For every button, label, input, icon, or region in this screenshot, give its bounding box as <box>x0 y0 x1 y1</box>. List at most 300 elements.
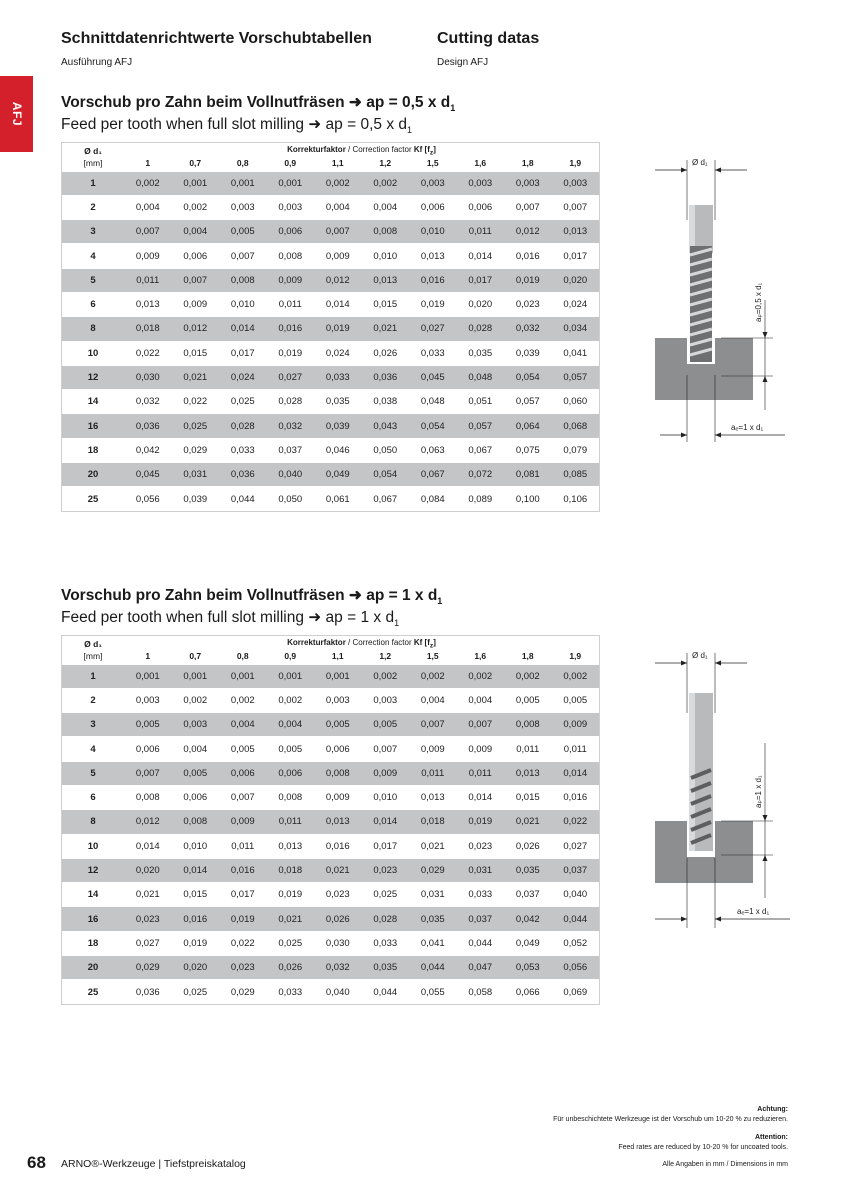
feed-cell: 0,024 <box>314 341 362 365</box>
feed-cell: 0,006 <box>219 761 267 785</box>
feed-cell: 0,025 <box>172 980 220 1004</box>
table-row <box>62 883 599 907</box>
feed-cell: 0,009 <box>362 761 410 785</box>
feed-cell: 0,022 <box>124 341 172 365</box>
feed-cell: 0,035 <box>362 956 410 980</box>
feed-cell: 0,072 <box>457 463 505 487</box>
table2-body <box>62 664 599 1004</box>
feed-cell: 0,003 <box>172 713 220 737</box>
feed-cell: 0,002 <box>172 195 220 219</box>
feed-cell: 0,068 <box>552 414 600 438</box>
feed-cell: 0,013 <box>409 785 457 809</box>
feed-cell: 0,002 <box>362 171 410 195</box>
slot-milling-diagram-2 <box>655 643 790 943</box>
diameter-cell: 12 <box>62 365 124 389</box>
feed-cell: 0,029 <box>172 438 220 462</box>
feed-cell: 0,004 <box>362 195 410 219</box>
feed-cell: 0,033 <box>457 883 505 907</box>
feed-cell: 0,032 <box>504 317 552 341</box>
feed-cell: 0,035 <box>504 858 552 882</box>
correction-factor-header: Korrekturfaktor / Correction factor Kf $[f_z]$ <box>287 638 436 650</box>
feed-cell: 0,040 <box>267 463 315 487</box>
feed-cell: 0,010 <box>362 785 410 809</box>
feed-cell: 0,021 <box>409 834 457 858</box>
table-row <box>62 834 599 858</box>
feed-cell: 0,041 <box>552 341 600 365</box>
feed-cell: 0,013 <box>409 244 457 268</box>
attention-text: Feed rates are reduced by 10-20 % for uncoated tools. <box>618 1144 788 1151</box>
feed-cell: 0,037 <box>552 858 600 882</box>
feed-cell: 0,008 <box>124 785 172 809</box>
feed-cell: 0,049 <box>314 463 362 487</box>
table-row <box>62 390 599 414</box>
feed-cell: 0,044 <box>362 980 410 1004</box>
factor-header: 1,5 <box>426 158 439 169</box>
table-row <box>62 438 599 462</box>
diameter-cell: 8 <box>62 810 124 834</box>
feed-table-1 <box>61 142 600 512</box>
diameter-cell: 4 <box>62 244 124 268</box>
diameter-cell: 16 <box>62 414 124 438</box>
feed-cell: 0,020 <box>172 956 220 980</box>
dia-header: Ø d₁ <box>84 146 102 156</box>
feed-cell: 0,036 <box>219 463 267 487</box>
feed-cell: 0,038 <box>362 390 410 414</box>
feed-cell: 0,045 <box>409 365 457 389</box>
feed-cell: 0,016 <box>267 317 315 341</box>
feed-cell: 0,046 <box>314 438 362 462</box>
diameter-cell: 14 <box>62 390 124 414</box>
feed-table-2 <box>61 635 600 1005</box>
feed-cell: 0,003 <box>219 195 267 219</box>
table-row <box>62 195 599 219</box>
diameter-cell: 6 <box>62 785 124 809</box>
feed-cell: 0,075 <box>504 438 552 462</box>
feed-cell: 0,044 <box>409 956 457 980</box>
factor-header: 0,8 <box>236 158 249 169</box>
feed-cell: 0,019 <box>504 268 552 292</box>
section2-title-de: Vorschub pro Zahn beim Vollnutfräsen ➜ ap = 1 x d <box>61 587 438 604</box>
table-row <box>62 761 599 785</box>
diameter-cell: 20 <box>62 956 124 980</box>
feed-cell: 0,006 <box>267 220 315 244</box>
feed-cell: 0,043 <box>362 414 410 438</box>
ae-label: aₑ=1 x d₁ <box>731 423 764 432</box>
diameter-cell: 18 <box>62 438 124 462</box>
feed-cell: 0,001 <box>219 171 267 195</box>
diameter-cell: 10 <box>62 341 124 365</box>
diameter-cell: 8 <box>62 317 124 341</box>
feed-cell: 0,016 <box>219 858 267 882</box>
feed-cell: 0,057 <box>457 414 505 438</box>
feed-cell: 0,031 <box>172 463 220 487</box>
feed-cell: 0,007 <box>314 220 362 244</box>
feed-cell: 0,053 <box>504 956 552 980</box>
feed-cell: 0,007 <box>362 737 410 761</box>
factor-row <box>62 157 599 171</box>
feed-cell: 0,018 <box>124 317 172 341</box>
diameter-label: Ø d₁ <box>692 158 708 167</box>
feed-cell: 0,049 <box>504 931 552 955</box>
feed-cell: 0,045 <box>124 463 172 487</box>
feed-cell: 0,011 <box>504 737 552 761</box>
feed-cell: 0,004 <box>409 688 457 712</box>
feed-cell: 0,003 <box>267 195 315 219</box>
feed-cell: 0,032 <box>124 390 172 414</box>
feed-cell: 0,009 <box>314 244 362 268</box>
feed-cell: 0,019 <box>409 292 457 316</box>
feed-cell: 0,054 <box>409 414 457 438</box>
feed-cell: 0,007 <box>457 713 505 737</box>
feed-cell: 0,035 <box>314 390 362 414</box>
feed-cell: 0,008 <box>267 244 315 268</box>
page-subtitle-en: Design AFJ <box>437 57 489 68</box>
feed-cell: 0,001 <box>219 664 267 688</box>
table-row <box>62 956 599 980</box>
feed-cell: 0,036 <box>124 414 172 438</box>
diameter-cell: 6 <box>62 292 124 316</box>
feed-cell: 0,020 <box>124 858 172 882</box>
diameter-cell: 2 <box>62 195 124 219</box>
feed-cell: 0,009 <box>552 713 600 737</box>
feed-cell: 0,028 <box>267 390 315 414</box>
feed-cell: 0,005 <box>362 713 410 737</box>
feed-cell: 0,012 <box>504 220 552 244</box>
factor-header: 0,8 <box>236 651 249 662</box>
feed-cell: 0,001 <box>267 664 315 688</box>
feed-cell: 0,009 <box>457 737 505 761</box>
feed-cell: 0,014 <box>124 834 172 858</box>
feed-cell: 0,012 <box>172 317 220 341</box>
feed-cell: 0,022 <box>172 390 220 414</box>
diameter-cell: 3 <box>62 713 124 737</box>
feed-cell: 0,002 <box>504 664 552 688</box>
feed-cell: 0,004 <box>172 737 220 761</box>
feed-cell: 0,026 <box>504 834 552 858</box>
page-title-de: Schnittdatenrichtwerte Vorschubtabellen <box>61 30 372 47</box>
feed-cell: 0,014 <box>552 761 600 785</box>
ap-label: aₚ=0,5 x d₁ <box>754 282 763 322</box>
feed-cell: 0,002 <box>172 688 220 712</box>
achtung-text: Für unbeschichtete Werkzeuge ist der Vorschub um 10-20 % zu reduzieren. <box>553 1116 788 1123</box>
factor-header: 0,9 <box>284 158 297 169</box>
correction-factor-header: Korrekturfaktor / Correction factor Kf $[f_z]$ <box>287 145 436 157</box>
feed-cell: 0,013 <box>267 834 315 858</box>
feed-cell: 0,021 <box>504 810 552 834</box>
feed-cell: 0,006 <box>409 195 457 219</box>
diameter-label: Ø d₁ <box>692 651 708 660</box>
feed-cell: 0,037 <box>504 883 552 907</box>
ae-label: aₑ=1 x d₁ <box>737 907 770 916</box>
feed-cell: 0,028 <box>457 317 505 341</box>
factor-header: 0,7 <box>189 158 202 169</box>
feed-cell: 0,011 <box>457 220 505 244</box>
feed-cell: 0,022 <box>552 810 600 834</box>
diameter-cell: 16 <box>62 907 124 931</box>
feed-cell: 0,011 <box>267 292 315 316</box>
feed-cell: 0,011 <box>219 834 267 858</box>
feed-cell: 0,023 <box>314 883 362 907</box>
factor-header: 1,1 <box>331 651 344 662</box>
feed-cell: 0,003 <box>362 688 410 712</box>
diameter-cell: 18 <box>62 931 124 955</box>
feed-cell: 0,002 <box>267 688 315 712</box>
feed-cell: 0,025 <box>219 390 267 414</box>
end-mill-tool <box>689 205 713 362</box>
feed-cell: 0,016 <box>552 785 600 809</box>
feed-cell: 0,002 <box>457 664 505 688</box>
feed-cell: 0,030 <box>314 931 362 955</box>
factor-header: 1,1 <box>331 158 344 169</box>
feed-cell: 0,024 <box>552 292 600 316</box>
feed-cell: 0,011 <box>267 810 315 834</box>
factor-header: 1 <box>145 651 151 662</box>
feed-cell: 0,015 <box>172 883 220 907</box>
feed-cell: 0,031 <box>409 883 457 907</box>
achtung-label: Achtung: <box>757 1106 788 1113</box>
feed-cell: 0,009 <box>314 785 362 809</box>
feed-cell: 0,014 <box>457 785 505 809</box>
section1-title <box>61 93 455 135</box>
feed-cell: 0,069 <box>552 980 600 1004</box>
section1-title-de-sub: 1 <box>450 103 456 114</box>
factor-header: 0,7 <box>189 651 202 662</box>
feed-cell: 0,011 <box>552 737 600 761</box>
table-row <box>62 292 599 316</box>
feed-cell: 0,011 <box>124 268 172 292</box>
table-row <box>62 737 599 761</box>
feed-cell: 0,054 <box>504 365 552 389</box>
feed-cell: 0,042 <box>504 907 552 931</box>
feed-cell: 0,061 <box>314 487 362 511</box>
feed-cell: 0,033 <box>267 980 315 1004</box>
feed-cell: 0,052 <box>552 931 600 955</box>
feed-cell: 0,005 <box>219 737 267 761</box>
feed-cell: 0,007 <box>219 244 267 268</box>
page-number: 68 <box>27 1153 46 1172</box>
feed-cell: 0,005 <box>504 688 552 712</box>
feed-cell: 0,066 <box>504 980 552 1004</box>
feed-cell: 0,007 <box>504 195 552 219</box>
feed-cell: 0,085 <box>552 463 600 487</box>
unit-header: [mm] <box>83 651 103 662</box>
feed-cell: 0,016 <box>314 834 362 858</box>
feed-cell: 0,037 <box>457 907 505 931</box>
feed-cell: 0,004 <box>314 195 362 219</box>
feed-cell: 0,056 <box>552 956 600 980</box>
feed-cell: 0,033 <box>219 438 267 462</box>
feed-cell: 0,002 <box>362 664 410 688</box>
table-row <box>62 980 599 1004</box>
feed-cell: 0,029 <box>219 980 267 1004</box>
diameter-cell: 2 <box>62 688 124 712</box>
feed-cell: 0,026 <box>362 341 410 365</box>
feed-cell: 0,039 <box>314 414 362 438</box>
attention-label: Attention: <box>754 1134 788 1141</box>
feed-cell: 0,007 <box>409 713 457 737</box>
feed-cell: 0,014 <box>457 244 505 268</box>
feed-cell: 0,019 <box>314 317 362 341</box>
feed-cell: 0,037 <box>267 438 315 462</box>
page-title-en: Cutting datas <box>437 30 540 47</box>
feed-cell: 0,047 <box>457 956 505 980</box>
side-tab-afj[interactable] <box>0 76 33 152</box>
feed-cell: 0,021 <box>362 317 410 341</box>
factor-header: 1 <box>145 158 151 169</box>
feed-cell: 0,025 <box>362 883 410 907</box>
diameter-cell: 14 <box>62 883 124 907</box>
feed-cell: 0,005 <box>124 713 172 737</box>
feed-cell: 0,050 <box>267 487 315 511</box>
feed-cell: 0,005 <box>552 688 600 712</box>
feed-cell: 0,027 <box>124 931 172 955</box>
feed-cell: 0,014 <box>219 317 267 341</box>
feed-cell: 0,016 <box>172 907 220 931</box>
feed-cell: 0,001 <box>124 664 172 688</box>
feed-cell: 0,008 <box>314 761 362 785</box>
feed-cell: 0,020 <box>457 292 505 316</box>
table-row <box>62 810 599 834</box>
feed-cell: 0,008 <box>219 268 267 292</box>
factor-header: 1,9 <box>569 651 582 662</box>
dia-header: Ø d₁ <box>84 639 102 649</box>
feed-cell: 0,013 <box>314 810 362 834</box>
feed-cell: 0,013 <box>124 292 172 316</box>
header-de <box>61 30 372 68</box>
feed-cell: 0,009 <box>172 292 220 316</box>
feed-cell: 0,031 <box>457 858 505 882</box>
feed-cell: 0,040 <box>314 980 362 1004</box>
feed-cell: 0,013 <box>362 268 410 292</box>
feed-cell: 0,033 <box>362 931 410 955</box>
feed-cell: 0,035 <box>457 341 505 365</box>
feed-cell: 0,050 <box>362 438 410 462</box>
feed-cell: 0,027 <box>552 834 600 858</box>
feed-cell: 0,005 <box>314 713 362 737</box>
table-row <box>62 171 599 195</box>
feed-cell: 0,006 <box>267 761 315 785</box>
feed-cell: 0,003 <box>124 688 172 712</box>
feed-cell: 0,028 <box>362 907 410 931</box>
feed-cell: 0,019 <box>457 810 505 834</box>
feed-cell: 0,044 <box>219 487 267 511</box>
feed-cell: 0,063 <box>409 438 457 462</box>
section2-title-en-sub: 1 <box>394 618 400 629</box>
feed-cell: 0,017 <box>362 834 410 858</box>
feed-cell: 0,006 <box>314 737 362 761</box>
feed-cell: 0,013 <box>552 220 600 244</box>
diameter-cell: 20 <box>62 463 124 487</box>
feed-cell: 0,005 <box>172 761 220 785</box>
feed-cell: 0,012 <box>124 810 172 834</box>
table-row <box>62 907 599 931</box>
feed-cell: 0,025 <box>267 931 315 955</box>
feed-cell: 0,017 <box>552 244 600 268</box>
feed-cell: 0,041 <box>409 931 457 955</box>
feed-cell: 0,033 <box>409 341 457 365</box>
factor-header: 1,5 <box>426 651 439 662</box>
factor-row <box>62 650 599 664</box>
feed-cell: 0,004 <box>172 220 220 244</box>
feed-cell: 0,009 <box>219 810 267 834</box>
feed-cell: 0,009 <box>124 244 172 268</box>
feed-cell: 0,027 <box>267 365 315 389</box>
table-row <box>62 664 599 688</box>
feed-cell: 0,044 <box>457 931 505 955</box>
diameter-cell: 1 <box>62 171 124 195</box>
feed-cell: 0,025 <box>172 414 220 438</box>
feed-cell: 0,028 <box>219 414 267 438</box>
feed-cell: 0,001 <box>314 664 362 688</box>
feed-cell: 0,002 <box>219 688 267 712</box>
feed-cell: 0,035 <box>409 907 457 931</box>
feed-cell: 0,029 <box>124 956 172 980</box>
catalog-title: ARNO®-Werkzeuge | Tiefstpreiskatalog <box>61 1158 246 1170</box>
feed-cell: 0,036 <box>362 365 410 389</box>
feed-cell: 0,008 <box>172 810 220 834</box>
diameter-cell: 10 <box>62 834 124 858</box>
feed-cell: 0,007 <box>219 785 267 809</box>
ap-label: aₚ=1 x d₁ <box>754 775 763 808</box>
factor-header: 1,8 <box>521 158 534 169</box>
feed-cell: 0,021 <box>267 907 315 931</box>
feed-cell: 0,003 <box>504 171 552 195</box>
feed-cell: 0,015 <box>362 292 410 316</box>
feed-cell: 0,021 <box>124 883 172 907</box>
feed-cell: 0,040 <box>552 883 600 907</box>
feed-cell: 0,009 <box>267 268 315 292</box>
feed-cell: 0,022 <box>219 931 267 955</box>
feed-cell: 0,064 <box>504 414 552 438</box>
feed-cell: 0,013 <box>504 761 552 785</box>
feed-cell: 0,023 <box>124 907 172 931</box>
footer-note-de <box>553 1105 788 1125</box>
table-row <box>62 487 599 511</box>
table-row <box>62 365 599 389</box>
feed-cell: 0,056 <box>124 487 172 511</box>
feed-cell: 0,005 <box>219 220 267 244</box>
feed-cell: 0,003 <box>552 171 600 195</box>
feed-cell: 0,019 <box>219 907 267 931</box>
feed-cell: 0,007 <box>124 220 172 244</box>
feed-cell: 0,014 <box>314 292 362 316</box>
feed-cell: 0,015 <box>172 341 220 365</box>
feed-cell: 0,003 <box>314 688 362 712</box>
feed-cell: 0,004 <box>457 688 505 712</box>
feed-cell: 0,081 <box>504 463 552 487</box>
feed-cell: 0,032 <box>267 414 315 438</box>
feed-cell: 0,002 <box>552 664 600 688</box>
feed-cell: 0,039 <box>504 341 552 365</box>
table-row <box>62 713 599 737</box>
section2-title-en: Feed per tooth when full slot milling ➜ ap = 1 x d <box>61 609 395 627</box>
diameter-cell: 3 <box>62 220 124 244</box>
feed-cell: 0,010 <box>362 244 410 268</box>
factor-header: 1,9 <box>569 158 582 169</box>
feed-cell: 0,067 <box>409 463 457 487</box>
feed-cell: 0,011 <box>409 761 457 785</box>
feed-cell: 0,006 <box>172 244 220 268</box>
feed-cell: 0,058 <box>457 980 505 1004</box>
feed-cell: 0,019 <box>267 883 315 907</box>
table-row <box>62 220 599 244</box>
feed-cell: 0,001 <box>172 664 220 688</box>
feed-cell: 0,010 <box>219 292 267 316</box>
feed-cell: 0,032 <box>314 956 362 980</box>
factor-header: 1,6 <box>474 158 487 169</box>
diameter-cell: 5 <box>62 761 124 785</box>
feed-cell: 0,017 <box>219 341 267 365</box>
